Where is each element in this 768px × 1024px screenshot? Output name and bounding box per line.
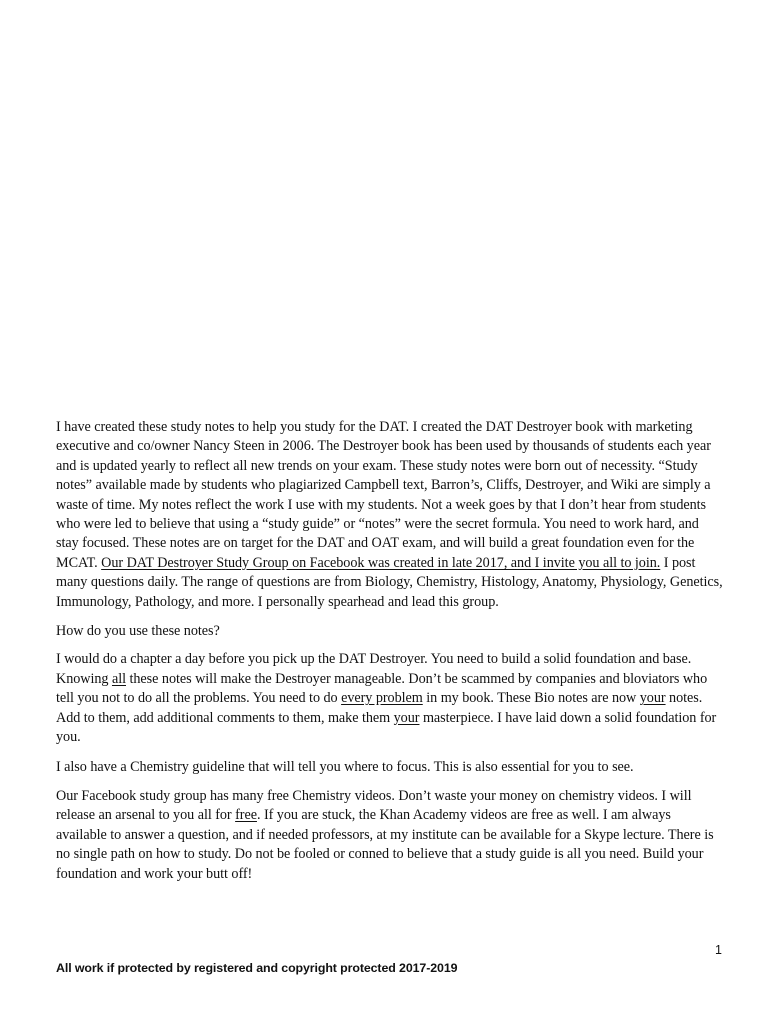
intro-text: I have created these study notes to help you study for the DAT. I created the DAT Destroyer book with marketing executive and co/owner Nancy Steen in 2006. The Destroyer book has been used by thousands of students each year and is updated yearly to reflect all new trends on your exam. These study notes were born out of necessity. “Study notes” available made by students who plagiarized Campbell text, Barron’s, Cliffs, Destroyer, and Wiki are simply a waste of time. My notes reflect the work I use with my students. Not a week goes by that I don’t hear from students who were led to believe that using a “study guide” or “notes” were the secret formula. You need to work hard, and stay focused. These notes are on target for the DAT and OAT exam, and will build a great foundation even for the MCAT. bbox=[56, 419, 711, 571]
page-number: 1 bbox=[715, 943, 722, 957]
usage-text-1: I would do a chapter a day before you pick up the DAT Destroyer. You need to build a solid foundation and base. Knowing bbox=[56, 651, 692, 687]
underlined-free: free bbox=[235, 807, 257, 824]
usage-paragraph bbox=[56, 650, 724, 747]
intro-paragraph bbox=[56, 418, 724, 612]
underlined-your-1: your bbox=[639, 690, 666, 707]
usage-text-4: notes. Add to them, add additional comments to them, make them bbox=[56, 690, 703, 726]
usage-text-2: these notes will make the Destroyer manageable. Don’t be scammed by companies and bloviators who tell you not to do all the problems. You need to do bbox=[56, 670, 708, 707]
facebook-group-link[interactable]: Our DAT Destroyer Study Group on Facebook was created in late 2017, and I invite you all to join. bbox=[101, 554, 661, 571]
copyright-footer: All work if protected by registered and copyright protected 2017-2019 bbox=[56, 961, 458, 975]
underlined-your-2: your bbox=[393, 709, 420, 726]
usage-text-3: in my book. These Bio notes are now bbox=[422, 690, 640, 707]
usage-text-5: masterpiece. I have laid down a solid foundation for you. bbox=[56, 709, 717, 746]
body-text bbox=[56, 418, 724, 894]
underlined-all: all bbox=[111, 670, 126, 687]
facebook-text-2: . If you are stuck, the Khan Academy videos are free as well. I am always available to answer a question, and if needed professors, at my institute can be available for a Skype lecture. There is no single path on how to study. Do not be fooled or conned to believe that a study guide is all you need. Build your foundation and work your butt off! bbox=[56, 807, 714, 882]
underlined-every-problem: every problem bbox=[341, 690, 423, 707]
facebook-paragraph bbox=[56, 787, 724, 884]
intro-text-continued: I post many questions daily. The range of questions are from Biology, Chemistry, Histology, Anatomy, Physiology, Genetics, Immunology, Pathology, and more. I personally spearhead and lead this group. bbox=[56, 554, 723, 610]
facebook-text-1: Our Facebook study group has many free Chemistry videos. Don’t waste your money on chemistry videos. I will release an arsenal to you all for bbox=[56, 787, 692, 824]
chemistry-paragraph: I also have a Chemistry guideline that will tell you where to focus. This is also essential for you to see. bbox=[56, 758, 634, 775]
usage-question: How do you use these notes? bbox=[56, 623, 220, 640]
